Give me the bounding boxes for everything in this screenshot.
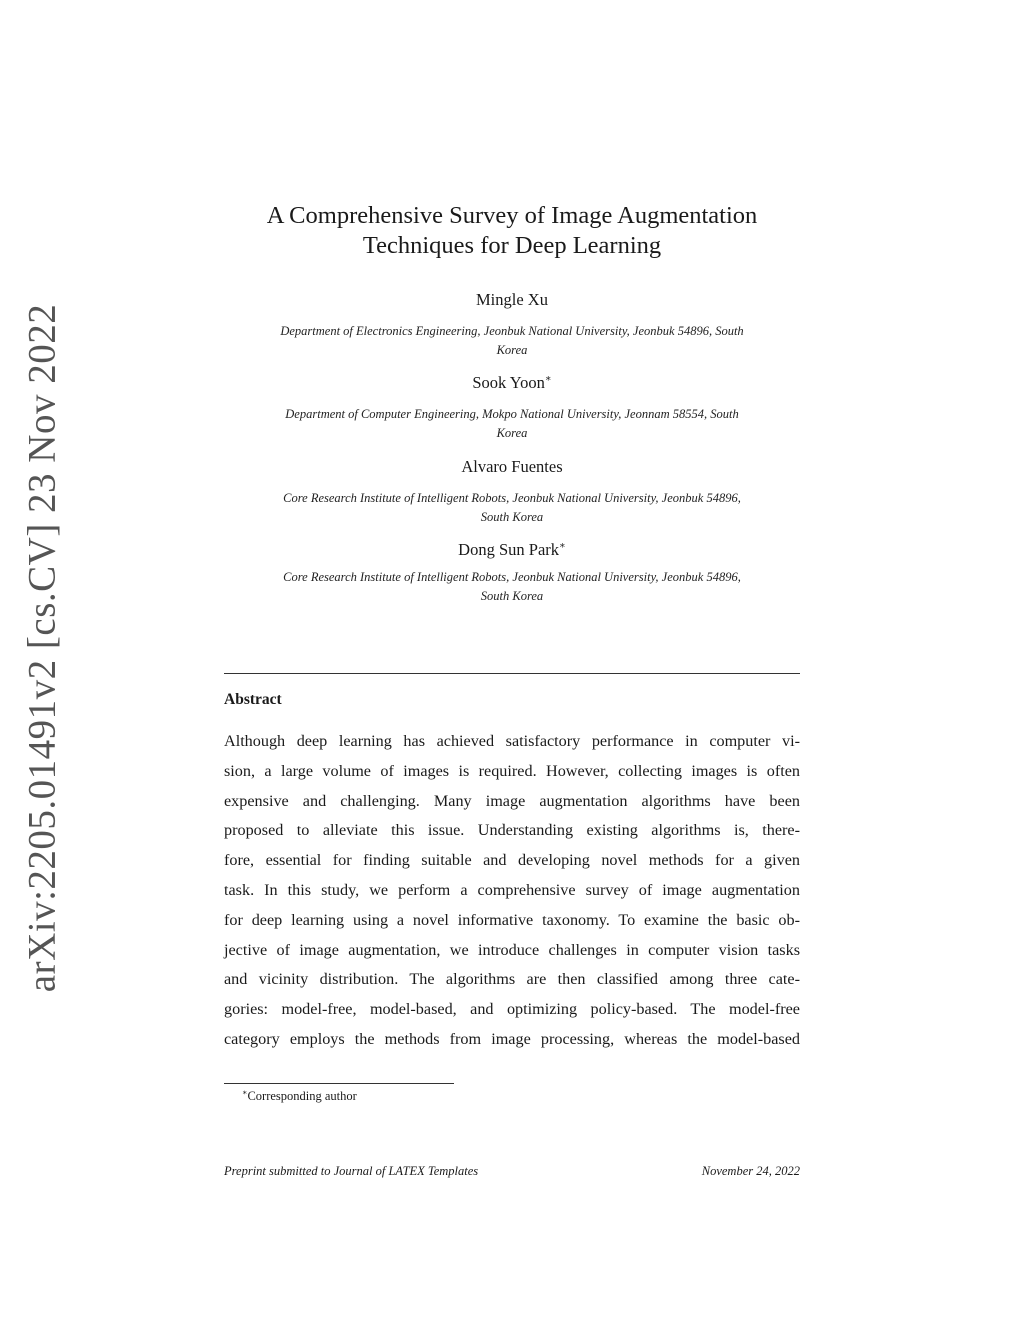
author-name-text: Dong Sun Park: [458, 540, 560, 559]
author-name: [200, 540, 824, 560]
author-name: [200, 457, 824, 477]
author-name-text: Mingle Xu: [476, 290, 548, 309]
footnote: [242, 1088, 357, 1104]
affiliation-line-2: Korea: [496, 426, 528, 440]
arxiv-identifier-stamp: arXiv:2205.01491v2 [cs.CV] 23 Nov 2022: [20, 303, 64, 993]
abstract-heading: Abstract: [224, 691, 282, 708]
author-name: [200, 373, 824, 393]
affiliation-line-1: Core Research Institute of Intelligent Robots, Jeonbuk National University, Jeonbuk 54896,: [283, 570, 741, 584]
title-line-1: A Comprehensive Survey of Image Augmentation: [266, 202, 758, 229]
abstract-line: and vicinity distribution. The algorithms are then classified among three cate-: [224, 970, 800, 989]
abstract-line: expensive and challenging. Many image augmentation algorithms have been: [224, 791, 800, 810]
author-affiliation: [222, 489, 802, 527]
abstract-line: Although deep learning has achieved satisfactory performance in computer vi-: [224, 732, 800, 750]
author-affiliation: [222, 405, 802, 443]
abstract-line: gories: model-free, model-based, and optimizing policy-based. The model-free: [224, 1000, 800, 1019]
abstract-line: for deep learning using a novel informative taxonomy. To examine the basic ob-: [224, 910, 800, 929]
affiliation-line-2: South Korea: [480, 510, 544, 524]
author-name: [200, 290, 824, 310]
abstract-line: jective of image augmentation, we introduce challenges in computer vision tasks: [224, 940, 800, 959]
author-mark: ∗: [559, 540, 566, 552]
affiliation-line-1: Department of Electronics Engineering, Jeonbuk National University, Jeonbuk 54896, South: [280, 324, 744, 338]
preprint-date: November 24, 2022: [701, 1164, 800, 1178]
abstract-body: [224, 727, 800, 1055]
preprint-notice: Preprint submitted to Journal of LATEX Templates: [224, 1164, 479, 1178]
title-line-2: Techniques for Deep Learning: [362, 232, 662, 259]
affiliation-line-1: Department of Computer Engineering, Mokpo National University, Jeonnam 58554, South: [285, 407, 739, 421]
affiliation-line-2: South Korea: [480, 589, 544, 603]
abstract-line: task. In this study, we perform a comprehensive survey of image augmentation: [224, 880, 800, 899]
abstract-line: category employs the methods from image processing, whereas the model-based: [224, 1029, 800, 1048]
footnote-text: Corresponding author: [247, 1089, 357, 1103]
footnote-mark: ∗: [242, 1087, 248, 1097]
author-name-text: Sook Yoon: [472, 373, 545, 392]
affiliation-line-1: Core Research Institute of Intelligent Robots, Jeonbuk National University, Jeonbuk 54896,: [283, 491, 741, 505]
abstract-top-rule: [224, 673, 800, 674]
paper-title: [200, 201, 824, 261]
author-affiliation: [222, 322, 802, 360]
author-name-text: Alvaro Fuentes: [461, 457, 563, 476]
author-mark: ∗: [544, 373, 552, 385]
footnote-rule: [224, 1083, 454, 1084]
affiliation-line-2: Korea: [496, 343, 528, 357]
author-affiliation: [222, 568, 802, 606]
abstract-line: sion, a large volume of images is required. However, collecting images is often: [224, 761, 800, 780]
abstract-line: fore, essential for finding suitable and developing novel methods for a given: [224, 851, 800, 870]
abstract-line: proposed to alleviate this issue. Understanding existing algorithms is, there-: [224, 821, 800, 840]
